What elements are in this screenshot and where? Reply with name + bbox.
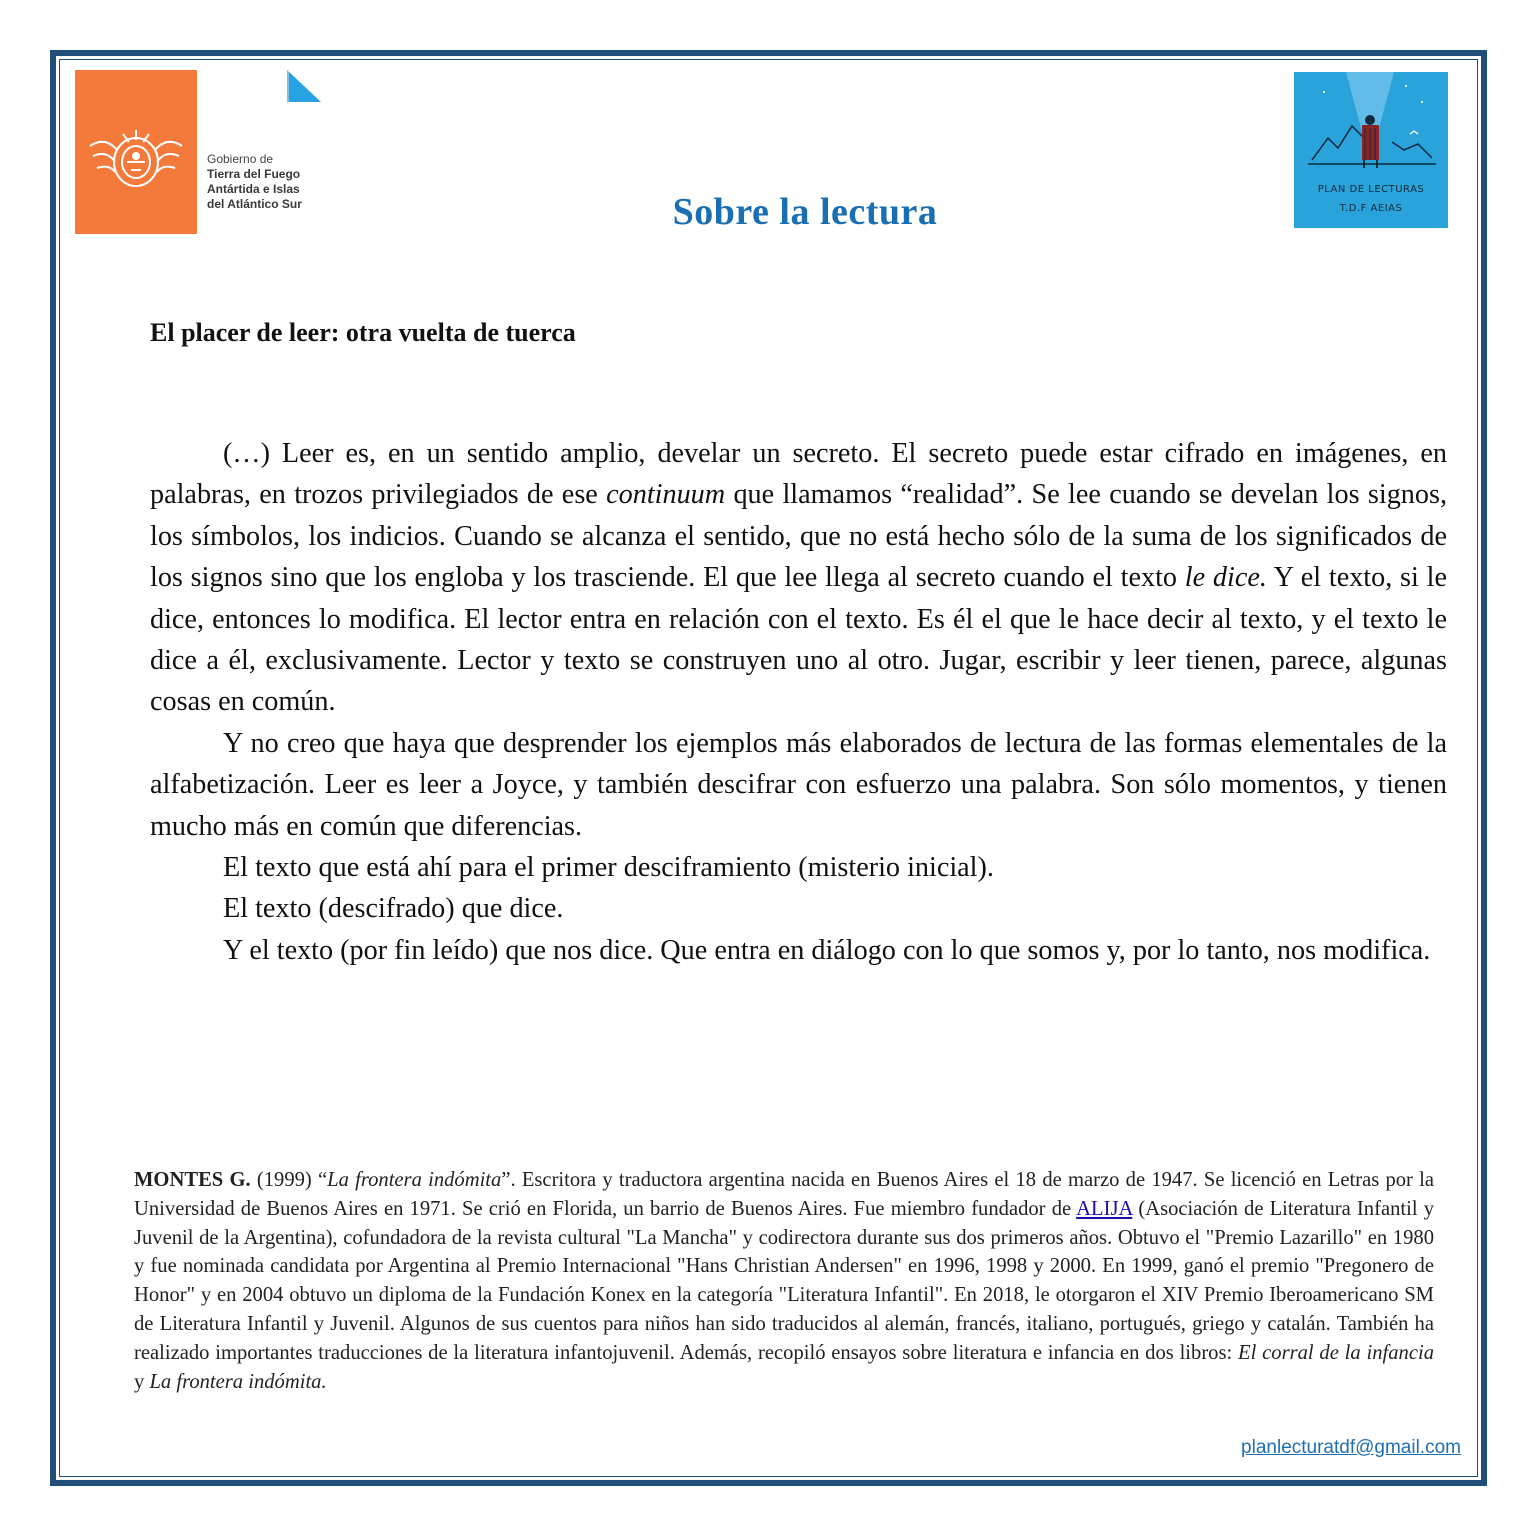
bio-text-1: ”. Escritora y traductora argentina nacida en Buenos Aires el 18 de marzo de 1947. Se licenció en Letras por la Universidad de Buenos Aires en 1971. Se crió en Florida, un barrio de Buenos Aires. Fue miembro fundador de [134,1169,1435,1220]
continuum-italic: continuum [606,479,726,511]
article-subtitle: El placer de leer: otra vuelta de tuerca [150,318,576,347]
government-name [207,152,319,212]
plan-de-lecturas-logo [1294,72,1448,228]
page-title: Sobre la lectura [672,191,938,233]
paragraph-1 [150,433,1447,723]
bio-book-title: La frontera indómita [327,1169,502,1191]
biography-paragraph [134,1166,1434,1396]
corner-mark-icon [287,70,321,104]
author-name: MONTES G. [134,1169,251,1191]
bio-year: (1999) “ [250,1169,328,1191]
paragraph-2: Y no creo que haya que desprender los ejemplos más elaborados de lectura de las formas elementales de la alfabetización. Leer es leer a Joyce, y también descifrar con esfuerzo una palabra. Son sólo momentos, y tienen mucho más en común que diferencias. [150,727,1447,842]
le-dice-italic: le dice. [1184,562,1267,594]
author-biography [134,1166,1434,1396]
paragraph-1-text-a: (…) Leer es, en un sentido amplio, develar un secreto. El secreto puede estar cifrado en imágenes, en palabras, en trozos privilegiados de ese [150,438,1447,511]
paragraph-3: El texto que está ahí para el primer desciframiento (misterio inicial). [223,852,994,884]
plan-logo-line-2: T.D.F AEIAS [1339,203,1403,214]
plan-logo-line-1: PLAN DE LECTURAS [1317,184,1425,195]
bio-text-3: y [134,1370,150,1393]
paragraph-1-text-c: que llamamos “realidad”. Se lee cuando se develan los signos, los símbolos, los indicios. Cuando se alcanza el sentido, que no está hecho sólo de la suma de los significados de los signos sino que los engloba y los trasciende. El que lee llega al secreto cuando el texto [150,479,1447,594]
paragraph-1-text-e: Y el texto, si le dice, entonces lo modifica. El lector entra en relación con el texto. Es él el que le hace decir al texto, y el texto le dice a él, exclusivamente. Lector y texto se construyen uno al otro. Jugar, escribir y leer tienen, parece, algunas cosas en común. [150,562,1447,718]
paragraph-5: Y el texto (por fin leído) que nos dice. Que entra en diálogo con lo que somos y, por lo tanto, nos modifica. [223,934,1431,966]
reader-mountain-illustration-icon [1294,72,1448,182]
bio-book-2: El corral de la infancia [1238,1341,1435,1364]
bio-book-3: La frontera indómita. [149,1370,327,1393]
contact-email-link[interactable]: planlecturatdf@gmail.com [1241,1437,1461,1458]
paragraph-4: El texto (descifrado) que dice. [223,893,564,925]
article-body [150,433,1447,971]
gov-line-2: Tierra del Fuego [207,167,301,181]
coat-of-arms-icon [85,128,187,190]
gov-line-1: Gobierno de [207,152,274,166]
gov-line-4: del Atlántico Sur [207,197,302,211]
government-logo [75,70,320,234]
government-seal [75,70,197,234]
alija-link[interactable]: ALIJA [1076,1197,1133,1220]
bio-text-2: (Asociación de Literatura Infantil y Juvenil de la Argentina), cofundadora de la revista cultural "La Mancha" y codirectora durante sus dos primeros años. Obtuvo el "Premio Lazarillo" en 1980 y fue nominada candidata por Argentina al Premio Internacional "Hans Christian Andersen" en 1996, 1998 y 2000. En 1999, ganó el premio "Pregonero de Honor" y en 2004 obtuvo un diploma de la Fundación Konex en la categoría "Literatura Infantil". En 2018, le otorgaron el XIV Premio Iberoamericano SM de Literatura Infantil y Juvenil. Algunos de sus cuentos para niños han sido traducidos al alemán, francés, italiano, portugués, griego y catalán. También ha realizado importantes traducciones de la literatura infantojuvenil. Además, recopiló ensayos sobre literatura e infancia en dos libros: [134,1197,1434,1364]
gov-line-3: Antártida e Islas [207,182,300,196]
